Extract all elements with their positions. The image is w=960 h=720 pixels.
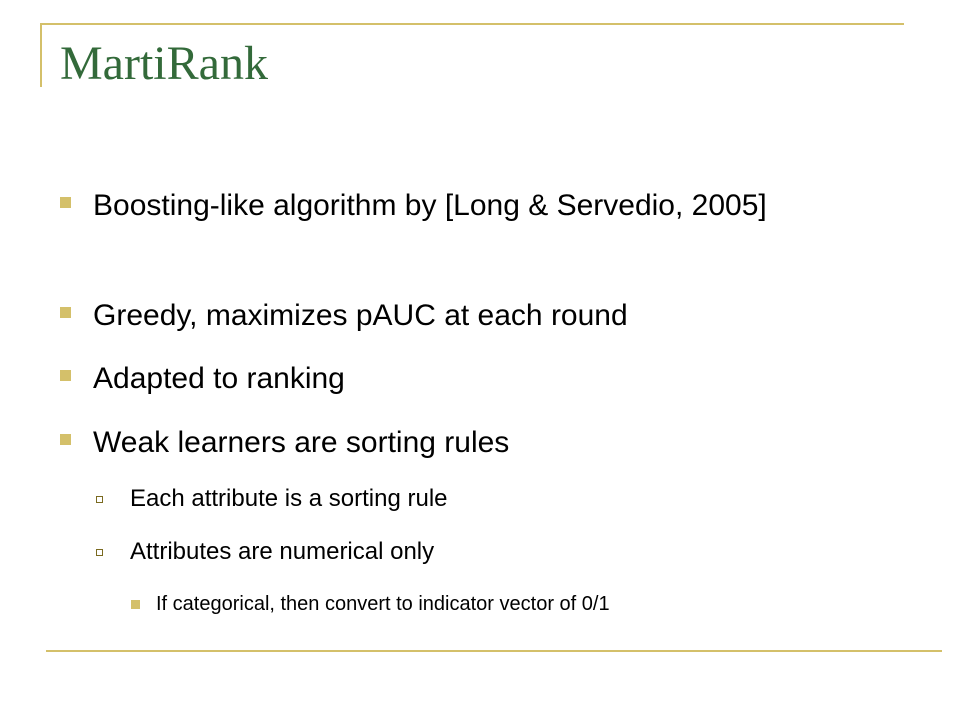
square-bullet-icon	[60, 197, 71, 208]
sub-bullet-text: Attributes are numerical only	[130, 538, 435, 565]
square-bullet-icon	[60, 370, 71, 381]
bullet-text: Greedy, maximizes pAUC at each round	[93, 299, 628, 332]
slide-title: MartiRank	[60, 37, 268, 90]
bullet-text: Boosting-like algorithm by [Long & Servedio, 2005]	[93, 189, 767, 222]
bullet-text: Adapted to ranking	[93, 362, 345, 395]
hollow-square-bullet-icon	[96, 496, 103, 503]
square-bullet-icon	[60, 307, 71, 318]
square-bullet-icon	[60, 434, 71, 445]
hollow-square-bullet-icon	[96, 549, 103, 556]
sub-sub-bullet-text: If categorical, then convert to indicator vector of 0/1	[156, 593, 610, 615]
square-bullet-icon	[131, 600, 140, 609]
sub-bullet-text: Each attribute is a sorting rule	[130, 485, 448, 512]
bullet-text: Weak learners are sorting rules	[93, 426, 510, 459]
